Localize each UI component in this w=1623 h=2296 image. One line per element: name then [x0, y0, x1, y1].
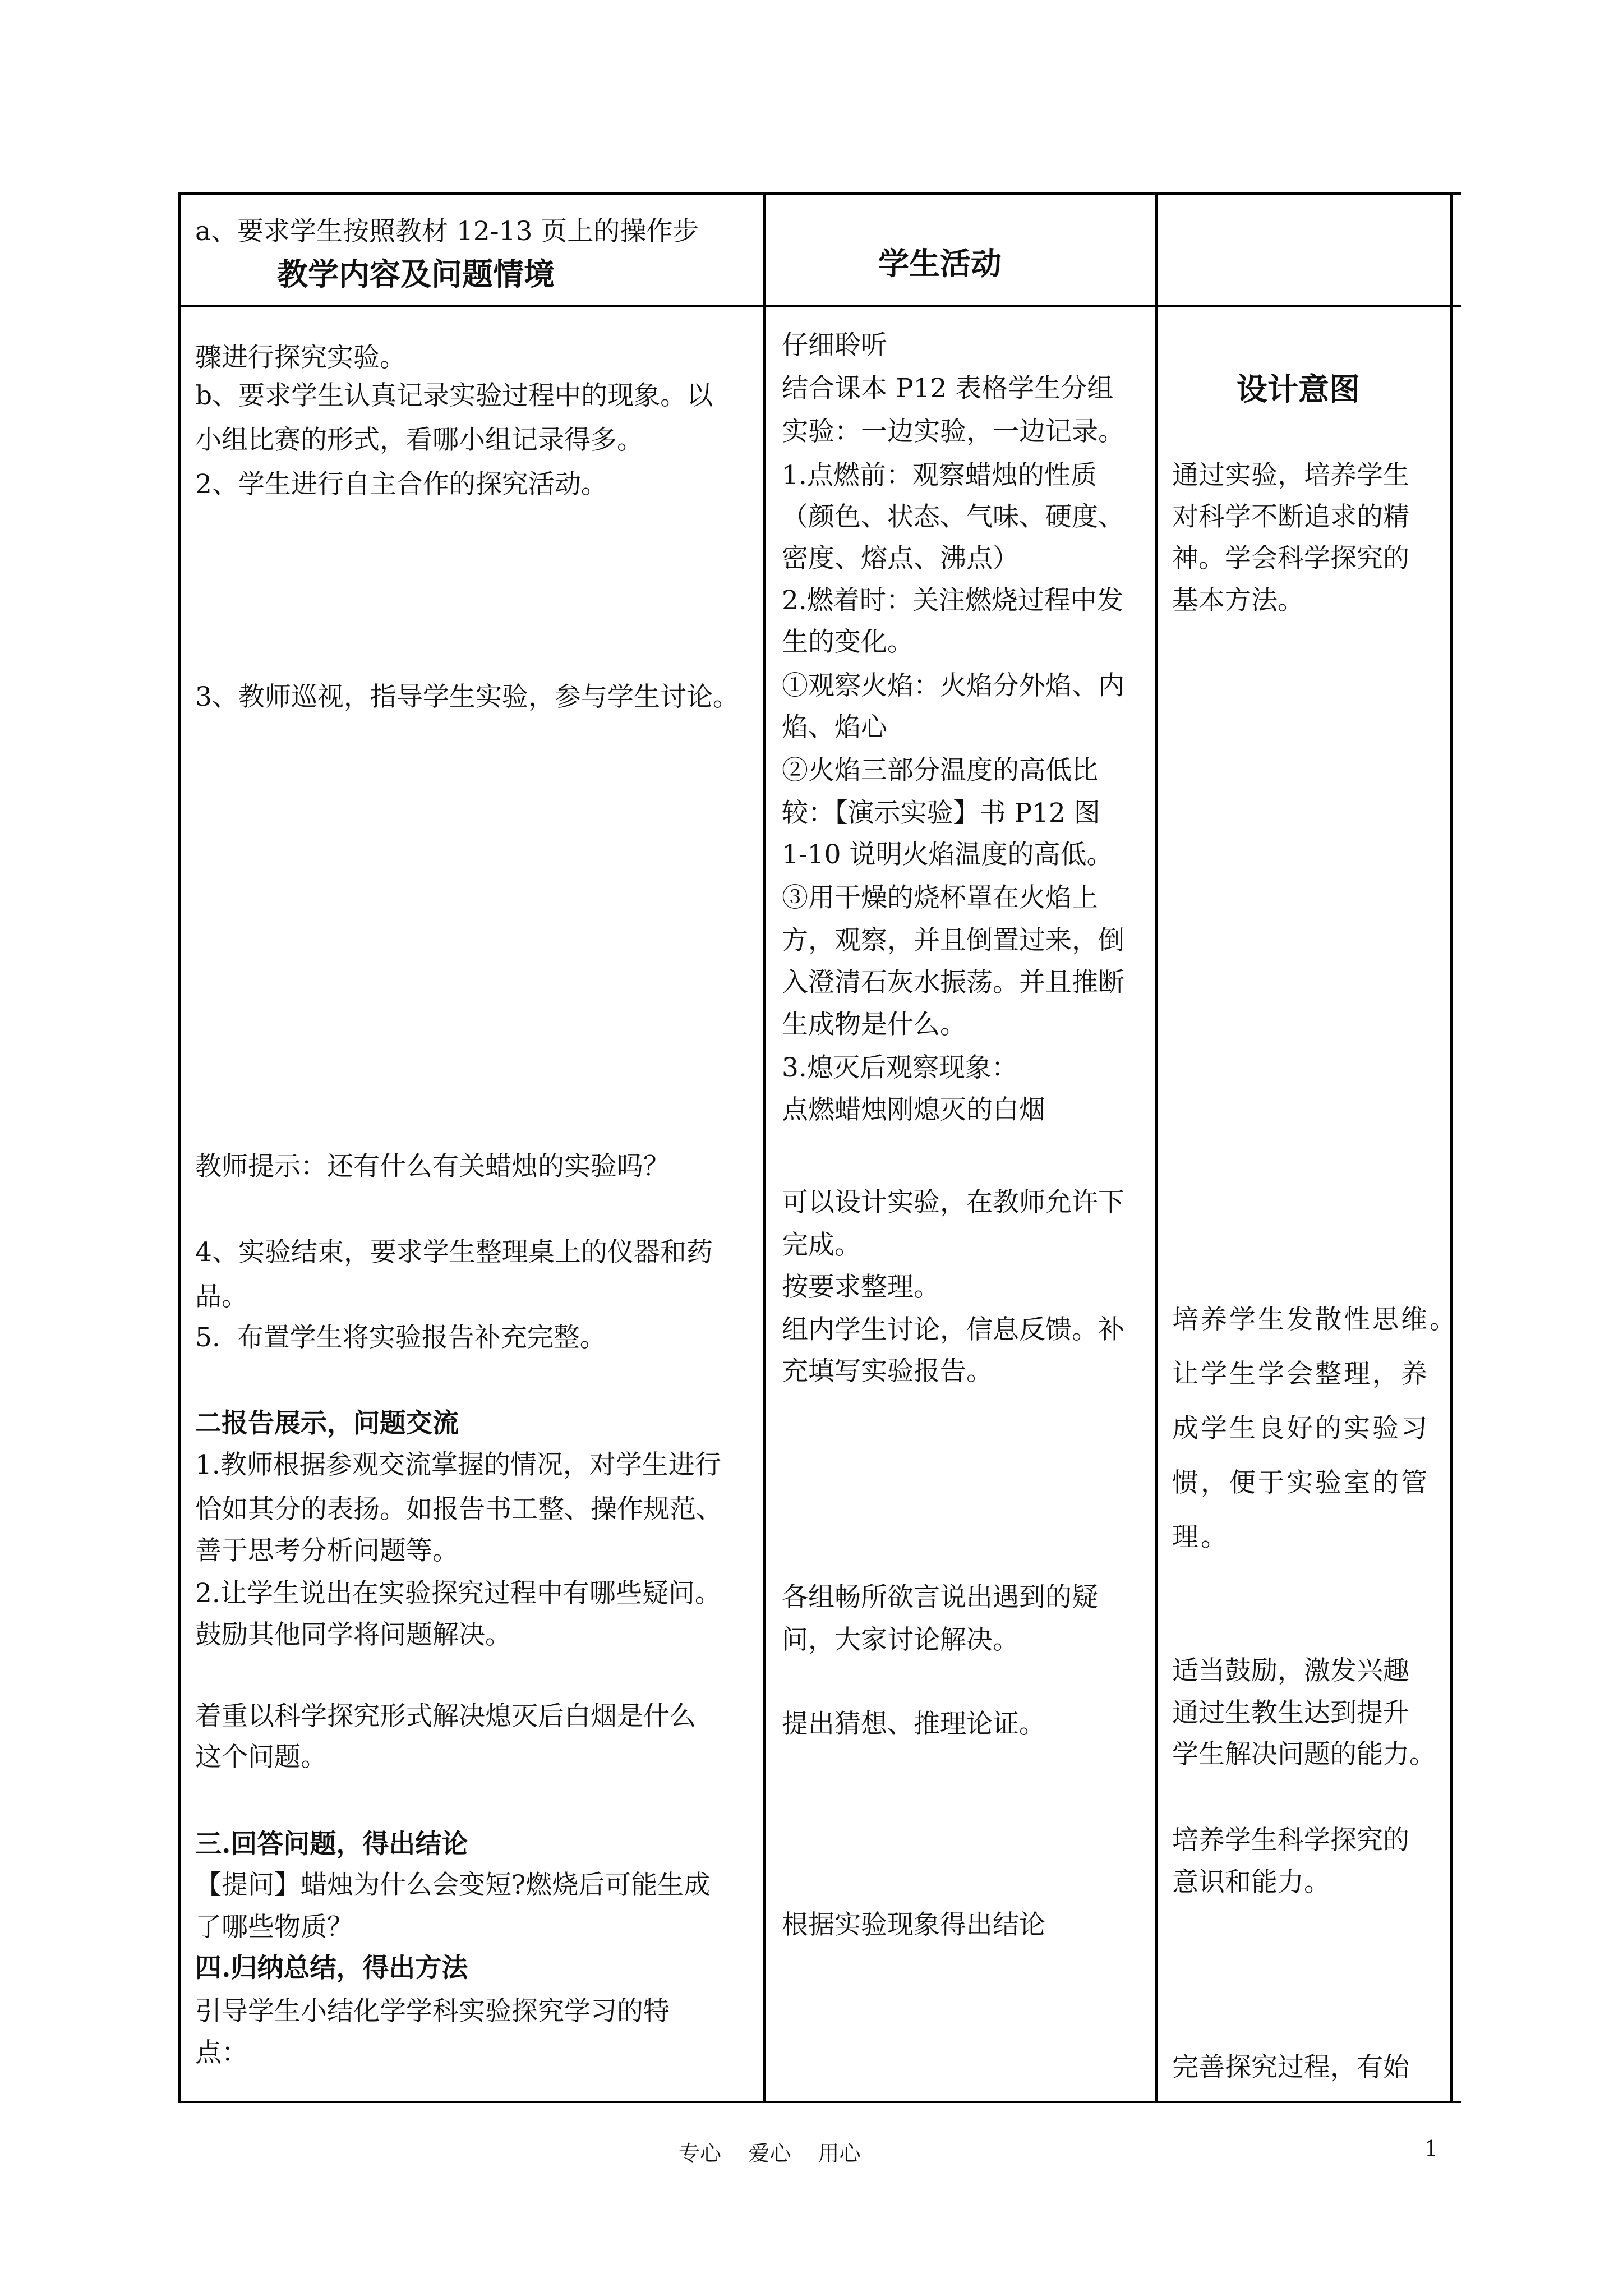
content-line: b、要求学生认真记录实验过程中的现象。以	[195, 380, 713, 411]
content-line: 【提问】蜡烛为什么会变短?燃烧后可能生成	[195, 1870, 711, 1901]
intent-line: 意识和能力。	[1172, 1867, 1330, 1898]
activity-line: 2.燃着时：关注燃烧过程中发	[782, 585, 1123, 616]
header-student-activity: 学生活动	[878, 246, 1002, 282]
header-divider	[178, 305, 1461, 307]
intent-line: 通过实验，培养学生	[1172, 460, 1409, 491]
content-line: 鼓励其他同学将问题解决。	[195, 1619, 511, 1650]
activity-line: ②火焰三部分温度的高低比	[782, 755, 1098, 786]
activity-line: ①观察火焰：火焰分外焰、内	[782, 670, 1124, 701]
intent-line: 适当鼓励，激发兴趣	[1172, 1655, 1409, 1686]
activity-line: 充填写实验报告。	[782, 1356, 993, 1387]
activity-line: 根据实验现象得出结论	[782, 1910, 1045, 1940]
activity-line: ③用干燥的烧杯罩在火焰上	[782, 882, 1098, 913]
activity-line: 各组畅所欲言说出遇到的疑	[782, 1582, 1098, 1613]
page-number: 1	[1424, 2136, 1438, 2161]
content-line: 教师提示：还有什么有关蜡烛的实验吗？	[195, 1151, 670, 1182]
table-bottom-border	[178, 2101, 1461, 2103]
content-line: 品。	[195, 1281, 248, 1312]
content-line: 骤进行探究实验。	[195, 342, 406, 373]
column-divider-2	[1155, 192, 1158, 2103]
column-divider-1	[763, 192, 766, 2103]
activity-line: 可以设计实验，在教师允许下	[782, 1187, 1124, 1218]
content-line: 点：	[195, 2037, 248, 2068]
activity-line: 1-10 说明火焰温度的高低。	[782, 839, 1113, 870]
intent-line: 基本方法。	[1172, 585, 1304, 616]
content-line: 着重以科学探究形式解决熄灭后白烟是什么	[195, 1701, 696, 1732]
footer-motto: 专心 爱心 用心	[679, 2141, 861, 2166]
intent-line: 成学生良好的实验习	[1172, 1413, 1430, 1444]
activity-line: 完成。	[782, 1230, 861, 1260]
activity-line: 结合课本 P12 表格学生分组	[782, 373, 1114, 404]
intent-line: 学生解决问题的能力。	[1172, 1739, 1436, 1770]
intent-line: 惯，便于实验室的管	[1172, 1467, 1430, 1498]
content-line: 4、实验结束，要求学生整理桌上的仪器和药	[195, 1237, 713, 1268]
activity-line: 组内学生讨论，信息反馈。补	[782, 1314, 1124, 1345]
intent-line: 完善探究过程，有始	[1172, 2052, 1409, 2083]
content-line: 小组比赛的形式，看哪小组记录得多。	[195, 425, 643, 455]
intent-line: 让学生学会整理，养	[1172, 1359, 1430, 1389]
section-heading: 二报告展示，问题交流	[195, 1408, 459, 1439]
content-line: 5. 布置学生将实验报告补充完整。	[195, 1322, 606, 1353]
header-teaching-content: 教学内容及问题情境	[277, 256, 555, 292]
content-line: 3、教师巡视，指导学生实验，参与学生讨论。	[195, 682, 739, 712]
activity-line: 1.点燃前：观察蜡烛的性质	[782, 460, 1097, 491]
content-line: 1.教师根据参观交流掌握的情况，对学生进行	[195, 1450, 721, 1480]
intent-line: 通过生教生达到提升	[1172, 1697, 1409, 1728]
content-line: 这个问题。	[195, 1742, 327, 1773]
table-left-border	[178, 192, 181, 2103]
activity-line: 实验：一边实验，一边记录。	[782, 416, 1124, 447]
activity-line: 点燃蜡烛刚熄灭的白烟	[782, 1094, 1045, 1125]
activity-line: 密度、熔点、沸点）	[782, 543, 1019, 574]
content-line: 恰如其分的表扬。如报告书工整、操作规范、	[195, 1494, 722, 1525]
section-heading: 四.归纳总结，得出方法	[195, 1953, 468, 1984]
activity-line: 提出猜想、推理论证。	[782, 1709, 1045, 1740]
content-line: 善于思考分析问题等。	[195, 1535, 459, 1566]
activity-line: 仔细聆听	[782, 330, 887, 361]
intent-line: 对科学不断追求的精	[1172, 501, 1409, 532]
intent-line: 理。	[1172, 1522, 1229, 1553]
table-right-border	[1450, 192, 1453, 2103]
table-top-border	[178, 192, 1461, 195]
content-line: 引导学生小结化学学科实验探究学习的特	[195, 1996, 670, 2027]
activity-line: 3.熄灭后观察现象：	[782, 1052, 1018, 1083]
activity-line: 焰、焰心	[782, 712, 887, 743]
activity-line: 问，大家讨论解决。	[782, 1625, 1019, 1655]
intent-line: 培养学生科学探究的	[1172, 1825, 1409, 1856]
intent-line: 培养学生发散性思维。	[1172, 1304, 1458, 1335]
activity-line: 按要求整理。	[782, 1272, 940, 1303]
content-line: 2、学生进行自主合作的探究活动。	[195, 469, 607, 500]
activity-line: 生成物是什么。	[782, 1009, 966, 1040]
header-design-intent: 设计意图	[1237, 371, 1361, 407]
activity-line: 方，观察，并且倒置过来，倒	[782, 925, 1124, 956]
activity-line: 较：【演示实验】书 P12 图	[782, 798, 1100, 829]
activity-line: 入澄清石灰水振荡。并且推断	[782, 967, 1124, 998]
top-cell-text: a、要求学生按照教材 12-13 页上的操作步	[195, 216, 699, 247]
intent-line: 神。学会科学探究的	[1172, 543, 1409, 574]
content-line: 了哪些物质？	[195, 1912, 353, 1943]
section-heading: 三.回答问题，得出结论	[195, 1829, 468, 1860]
content-line: 2.让学生说出在实验探究过程中有哪些疑问。	[195, 1578, 721, 1609]
activity-line: （颜色、状态、气味、硬度、	[782, 501, 1124, 532]
activity-line: 生的变化。	[782, 627, 914, 657]
